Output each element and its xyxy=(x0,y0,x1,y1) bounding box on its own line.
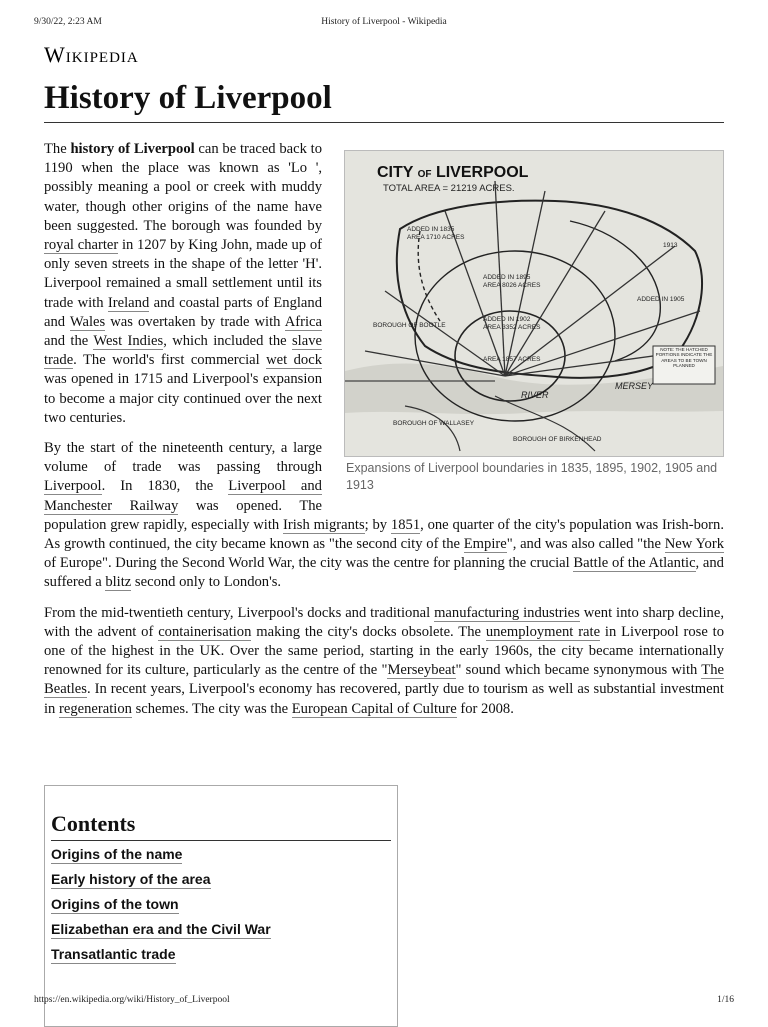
link-wet-dock[interactable]: wet dock xyxy=(266,352,322,369)
map-label-river: RIVER xyxy=(521,390,549,400)
link-european-capital-of-culture[interactable]: European Capital of Culture xyxy=(291,700,457,717)
map-label-added-1902: ADDED IN 1902 xyxy=(483,316,531,323)
link-the-beatles[interactable]: The Beatles xyxy=(44,662,724,698)
toc-link-transatlantic-trade[interactable]: Transatlantic trade xyxy=(51,946,176,962)
toc-item xyxy=(51,921,397,941)
table-of-contents xyxy=(44,785,398,1027)
toc-item xyxy=(51,946,397,966)
page-title: History of Liverpool xyxy=(44,80,724,123)
print-tab-title: History of Liverpool - Wikipedia xyxy=(321,17,447,27)
toc-link-elizabethan-era[interactable]: Elizabethan era and the Civil War xyxy=(51,921,271,937)
map-label-added-1835: ADDED IN 1835 xyxy=(407,226,455,233)
toc-link-origins-of-the-name[interactable]: Origins of the name xyxy=(51,846,183,862)
link-1851[interactable]: 1851 xyxy=(390,516,421,533)
map-label-area-1835: AREA 1710 ACRES xyxy=(407,234,465,241)
link-containerisation[interactable]: containerisation xyxy=(158,623,252,640)
link-liverpool-manchester-railway[interactable]: Liverpool and Manchester Railway xyxy=(44,478,322,514)
map-image[interactable] xyxy=(344,150,724,457)
link-africa[interactable]: Africa xyxy=(284,313,322,330)
link-royal-charter[interactable]: royal charter xyxy=(44,237,119,254)
map-label-wallasey: BOROUGH OF WALLASEY xyxy=(393,420,475,427)
map-label-mersey: MERSEY xyxy=(615,381,654,391)
map-label-1913: 1913 xyxy=(663,242,678,249)
toc-link-origins-of-the-town[interactable]: Origins of the town xyxy=(51,896,179,912)
liverpool-boundary-map xyxy=(345,151,723,456)
print-datetime: 9/30/22, 2:23 AM xyxy=(34,17,102,27)
link-battle-of-the-atlantic[interactable]: Battle of the Atlantic xyxy=(573,555,696,572)
toc-item xyxy=(51,896,397,916)
paragraph-intro: The history of Liverpool can be traced back to 1190 when the place was known as 'Lo ', possibly meaning a pool or creek with muddy water, though other origins of the name have been suggested. The borough was founded by royal charter in 1207 by King John, made up of only seven streets in the shape of the letter 'H'. Liverpool remained a small settlement until its trade with Ireland and coastal parts of England and Wales was overtaken by trade with Africa and the West Indies, which included the slave trade. The world's first commercial wet dock was opened in 1715 and Liverpool's expansion to become a major city continued over the next two centuries. xyxy=(44,141,322,426)
link-new-york[interactable]: New York xyxy=(664,536,724,553)
map-title: CITY OF LIVERPOOL xyxy=(377,164,529,181)
map-label-bootle: BOROUGH OF BOOTLE xyxy=(373,322,446,329)
link-unemployment-rate[interactable]: unemployment rate xyxy=(485,623,601,640)
print-footer xyxy=(34,995,734,1009)
map-label-area-1895: AREA 8026 ACRES xyxy=(483,282,541,289)
link-ireland[interactable]: Ireland xyxy=(107,294,150,311)
link-regeneration[interactable]: regeneration xyxy=(59,700,132,717)
paragraph-twentieth-century: From the mid-twentieth century, Liverpool's docks and traditional manufacturing industries went into sharp decline, with the advent of containerisation making the city's docks obsolete. The unemployment rate in Liverpool rose to one of the highest in the UK. Over the same period, starting in the early 1960s, the city became internationally renowned for its culture, particularly as the centre of the "Merseybeat" sound which became synonymous with The Beatles. In recent years, Liverpool's economy has recovered, partly due to tourism as well as substantial investment in regeneration schemes. The city was the European Capital of Culture for 2008. xyxy=(44,604,724,717)
paragraph-nineteenth-century: By the start of the nineteenth century, a large volume of trade was passing through Liverpool. In 1830, the Liverpool and Manchester Railway was opened. The population grew rapidly, especially with Irish migrants; by 1851, one quarter of the city's population was Irish-born. As growth continued, the city became known as "the second city of the Empire", and was also called "the New York of Europe". During the Second World War, the city was the centre for planning the crucial Battle of the Atlantic, and suffered a blitz second only to London's. xyxy=(44,440,724,591)
print-url: https://en.wikipedia.org/wiki/History_of_Liverpool xyxy=(34,995,230,1005)
link-manufacturing-industries[interactable]: manufacturing industries xyxy=(434,604,580,621)
map-note: NOTE: THE HATCHED PORTIONS INDICATE THE AREAS TO BE TOWN PLANNED xyxy=(655,347,713,369)
wikipedia-wordmark[interactable]: Wikipedia xyxy=(44,42,139,67)
map-label-area-1902: AREA 3352 ACRES xyxy=(483,324,541,331)
map-label-area-1857: AREA 1857 ACRES xyxy=(483,356,541,363)
link-merseybeat[interactable]: Merseybeat xyxy=(387,662,456,679)
link-blitz[interactable]: blitz xyxy=(105,574,132,591)
toc-title: Contents xyxy=(51,811,391,841)
map-label-added-1895: ADDED IN 1895 xyxy=(483,274,531,281)
print-page-number: 1/16 xyxy=(717,995,734,1005)
toc-list xyxy=(51,846,397,966)
map-subtitle: TOTAL AREA = 21219 ACRES. xyxy=(383,183,515,194)
bold-subject: history of Liverpool xyxy=(70,141,195,157)
link-wales[interactable]: Wales xyxy=(69,313,106,330)
figure-caption: Expansions of Liverpool boundaries in 1835, 1895, 1902, 1905 and 1913 xyxy=(346,461,718,492)
print-header xyxy=(34,17,734,31)
link-west-indies[interactable]: West Indies xyxy=(93,333,164,350)
link-irish-migrants[interactable]: Irish migrants xyxy=(283,516,365,533)
map-figure xyxy=(344,150,724,494)
toc-link-early-history[interactable]: Early history of the area xyxy=(51,871,211,887)
map-label-added-1905: ADDED IN 1905 xyxy=(637,296,685,303)
link-slave-trade[interactable]: slave trade xyxy=(44,333,322,369)
toc-item xyxy=(51,846,397,866)
link-empire[interactable]: Empire xyxy=(463,536,507,553)
toc-item xyxy=(51,871,397,891)
map-label-birkenhead: BOROUGH OF BIRKENHEAD xyxy=(513,436,602,443)
link-liverpool[interactable]: Liverpool xyxy=(44,478,102,495)
article-body xyxy=(44,140,724,730)
